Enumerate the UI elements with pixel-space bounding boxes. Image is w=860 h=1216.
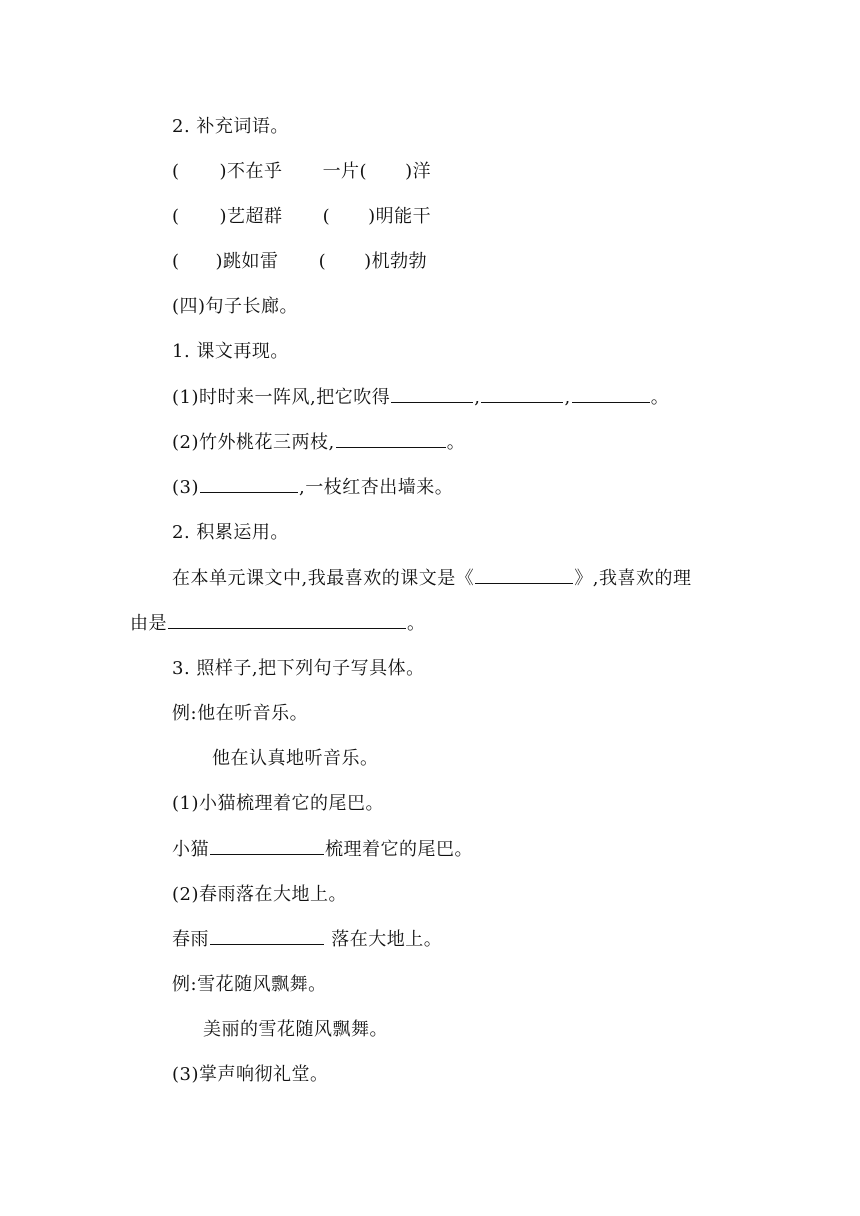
- q3-example-1-answer: 他在认真地听音乐。: [212, 748, 379, 769]
- q3-example-1: 例:他在听音乐。: [172, 703, 309, 724]
- answer-blank[interactable]: [572, 384, 650, 403]
- q3-heading: 3. 照样子,把下列句子写具体。: [172, 658, 425, 679]
- answer-blank[interactable]: [210, 926, 324, 945]
- q3-item-3: (3)掌声响彻礼堂。: [172, 1064, 329, 1085]
- word-fill-row-2: ( )艺超群 ( )明能干: [172, 206, 432, 227]
- word-fill-row-1: ( )不在乎 一片( )洋: [172, 161, 432, 182]
- q2-heading: 2. 积累运用。: [172, 522, 289, 543]
- section4-heading: (四)句子长廊。: [172, 296, 299, 317]
- q1-item-1: (1)时时来一阵风,把它吹得 , , 。: [172, 384, 669, 412]
- q2-line-2: 由是 。: [130, 610, 426, 638]
- q1-item-2: (2)竹外桃花三两枝, 。: [172, 429, 465, 457]
- q2-line-1: 在本单元课文中,我最喜欢的课文是《 》,我喜欢的理: [172, 565, 691, 593]
- q3-item-2: (2)春雨落在大地上。: [172, 884, 347, 905]
- word-fill-row-3: ( )跳如雷 ( )机勃勃: [172, 251, 428, 272]
- q3-example-2-answer: 美丽的雪花随风飘舞。: [203, 1019, 388, 1040]
- answer-blank[interactable]: [391, 384, 473, 403]
- q3-item-1: (1)小猫梳理着它的尾巴。: [172, 793, 384, 814]
- answer-blank[interactable]: [200, 474, 298, 493]
- q1-item-3: (3) ,一枝红杏出墙来。: [172, 474, 453, 502]
- section2-heading: 2. 补充词语。: [172, 116, 289, 137]
- q3-item-2-fill: 春雨 落在大地上。: [172, 926, 442, 954]
- answer-blank[interactable]: [168, 610, 406, 629]
- q3-example-2: 例:雪花随风飘舞。: [172, 974, 327, 995]
- answer-blank[interactable]: [336, 429, 446, 448]
- answer-blank[interactable]: [475, 565, 573, 584]
- answer-blank[interactable]: [481, 384, 563, 403]
- q3-item-1-fill: 小猫 梳理着它的尾巴。: [172, 836, 473, 864]
- answer-blank[interactable]: [210, 836, 324, 855]
- q1-heading: 1. 课文再现。: [172, 341, 289, 362]
